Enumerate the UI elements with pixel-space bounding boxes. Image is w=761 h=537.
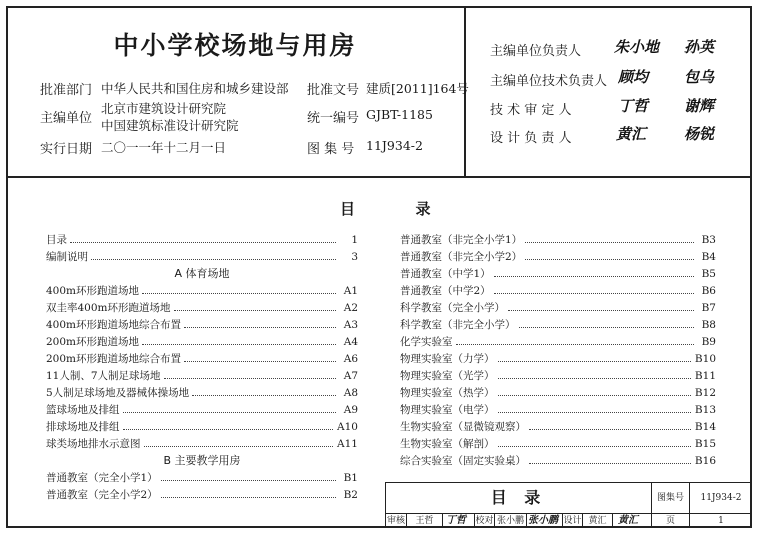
toc-entry[interactable]: 科学教室（完全小学） B7 [400, 301, 716, 314]
toc-right-column [400, 231, 716, 471]
toc-entry[interactable]: 5人制足球场地及器械体操场地 A8 [46, 386, 358, 399]
toc-entry[interactable]: 科学教室（非完全小学） B8 [400, 318, 716, 331]
design-signature: 黄汇 [618, 515, 638, 526]
role-design-lead: 设 计 负 责 人 [490, 131, 572, 146]
toc-entry[interactable]: 化学实验室 B9 [400, 335, 716, 348]
approval-doc-label: 批准文号 [307, 83, 360, 98]
design-name: 黄汇 [588, 516, 607, 526]
toc-entry[interactable]: 200m环形跑道场地综合布置 A6 [46, 352, 358, 365]
review-signature: 丁哲 [446, 515, 466, 526]
toc-entry[interactable]: 物理实验室（光学） B11 [400, 369, 716, 382]
toc-entry[interactable]: 普通教室（中学1） B5 [400, 267, 716, 280]
toc-entry[interactable]: 物理实验室（热学） B12 [400, 386, 716, 399]
signature: 包乌 [684, 68, 715, 86]
toc-entry[interactable]: 普通教室（非完全小学1） B3 [400, 233, 716, 246]
editor-unit-value-2: 中国建筑标准设计研究院 [101, 118, 239, 133]
editor-unit-value-1: 北京市建筑设计研究院 [101, 101, 227, 116]
page-label: 页 [665, 516, 675, 526]
toc-entry[interactable]: 生物实验室（显微镜观察） B14 [400, 420, 716, 433]
role-chief-tech: 主编单位技术负责人 [490, 74, 608, 89]
check-signature: 张小鹏 [528, 515, 558, 526]
toc-entry[interactable]: 生物实验室（解剖） B15 [400, 437, 716, 450]
approval-dept-value: 中华人民共和国住房和城乡建设部 [101, 81, 289, 96]
atlas-no-value: 11J934-2 [366, 138, 423, 153]
title-block-title: 目 录 [490, 488, 547, 507]
atlas-label: 图集号 [656, 493, 684, 503]
unified-no-label: 统一编号 [307, 111, 360, 126]
signature: 黄汇 [616, 125, 647, 143]
signature: 谢辉 [684, 97, 715, 115]
toc-left-column [46, 231, 358, 501]
toc-entry[interactable]: 双圭率400m环形跑道场地 A2 [46, 301, 358, 314]
signature: 顾均 [618, 68, 649, 86]
toc-entry[interactable]: 物理实验室（力学） B10 [400, 352, 716, 365]
toc-entry[interactable]: 目录 1 [46, 233, 358, 246]
effective-date-label: 实行日期 [40, 142, 93, 157]
toc-title-char: 录 [415, 200, 433, 218]
toc-title [340, 198, 433, 219]
approval-doc-value: 建质[2011]164号 [366, 81, 469, 96]
toc-entry[interactable]: 普通教室（中学2） B6 [400, 284, 716, 297]
atlas-no-label: 图 集 号 [307, 142, 355, 157]
effective-date-value: 二〇一一年十二月一日 [101, 140, 227, 155]
toc-entry[interactable]: 编制说明 3 [46, 250, 358, 263]
unified-no-value: GJBT-1185 [366, 107, 433, 122]
toc-entry[interactable]: 普通教室（非完全小学2） B4 [400, 250, 716, 263]
toc-entry[interactable]: 球类场地排水示意图 A11 [46, 437, 358, 450]
signature: 杨锐 [684, 125, 715, 143]
design-label: 设计 [563, 516, 582, 526]
title-block [385, 482, 752, 528]
toc-entry[interactable]: 篮球场地及排组 A9 [46, 403, 358, 416]
toc-title-char: 目 [340, 200, 358, 218]
check-label: 校对 [475, 516, 494, 526]
toc-entry[interactable]: 11人制、7人制足球场地 A7 [46, 369, 358, 382]
toc-entry[interactable]: 普通教室（完全小学2） B2 [46, 488, 358, 501]
toc-section-heading: A 体育场地 [174, 267, 230, 280]
header-divider [6, 176, 752, 178]
role-chief-unit: 主编单位负责人 [490, 44, 582, 59]
review-name: 王哲 [415, 516, 434, 526]
toc-entry[interactable]: 综合实验室（固定实验桌） B16 [400, 454, 716, 467]
signature: 孙英 [684, 38, 715, 56]
review-label: 审核 [386, 516, 405, 526]
toc-entry[interactable]: 物理实验室（电学） B13 [400, 403, 716, 416]
toc-entry[interactable]: 400m环形跑道场地 A1 [46, 284, 358, 297]
signature: 丁哲 [618, 97, 649, 115]
editor-unit-label: 主编单位 [40, 111, 93, 126]
toc-section-heading: B 主要教学用房 [163, 454, 241, 467]
atlas-title: 中小学校场地与用房 [113, 31, 357, 60]
atlas-value: 11J934-2 [700, 493, 742, 503]
toc-entry[interactable]: 普通教室（完全小学1） B1 [46, 471, 358, 484]
toc-entry[interactable]: 排球场地及排组 A10 [46, 420, 358, 433]
toc-entry[interactable]: 400m环形跑道场地综合布置 A3 [46, 318, 358, 331]
approval-dept-label: 批准部门 [40, 83, 93, 98]
role-tech-review: 技 术 审 定 人 [490, 103, 572, 118]
signature: 朱小地 [614, 38, 660, 56]
toc-entry[interactable]: 200m环形跑道场地 A4 [46, 335, 358, 348]
page-value: 1 [718, 516, 724, 526]
check-name: 张小鹏 [496, 516, 524, 526]
